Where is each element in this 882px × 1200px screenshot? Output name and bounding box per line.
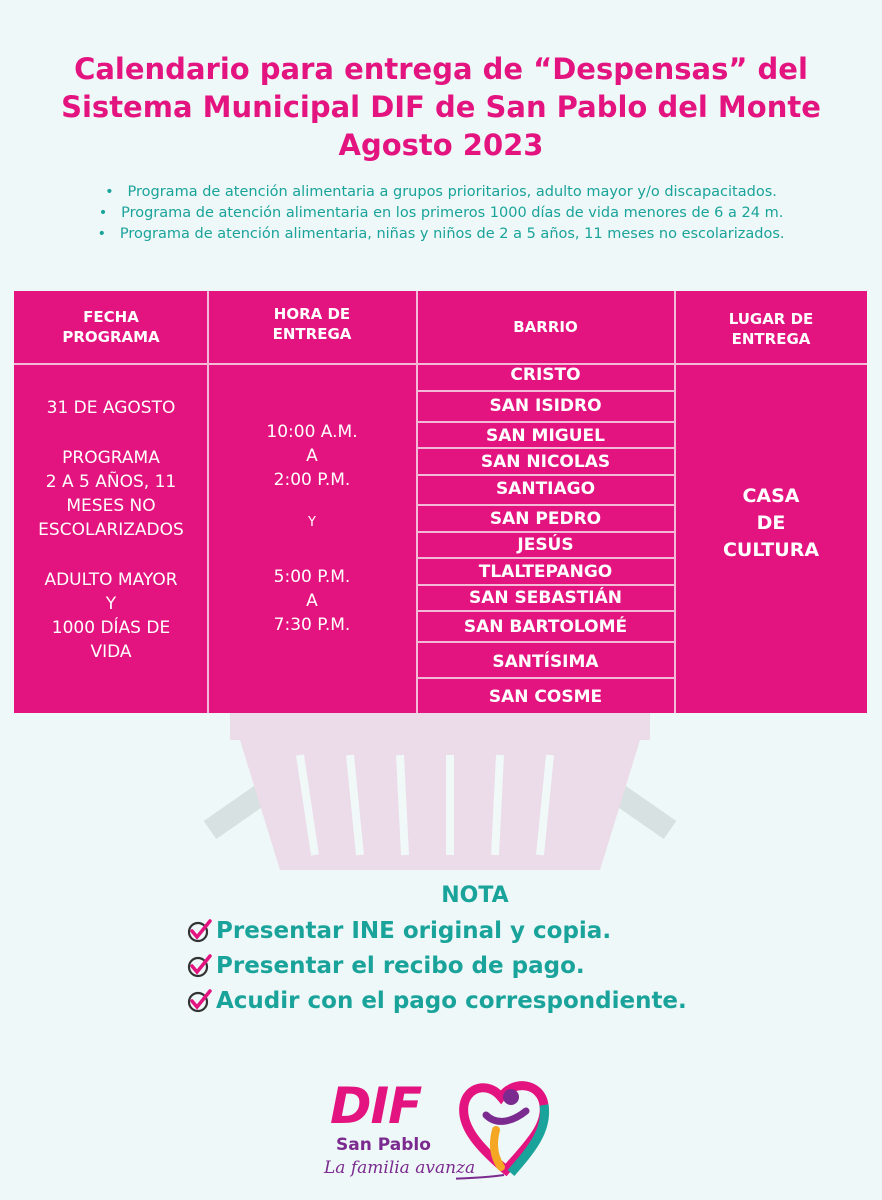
delivery-table bbox=[14, 291, 867, 713]
hora-slot-2: 5:00 P.M. A 7:30 P.M. bbox=[273, 567, 351, 635]
hora-connector: Y bbox=[308, 515, 316, 530]
check-circle-icon bbox=[186, 953, 212, 979]
barrio-item: SAN COSME bbox=[488, 687, 603, 707]
check-circle-icon bbox=[186, 988, 212, 1014]
barrio-item: SAN BARTOLOMÉ bbox=[463, 617, 628, 637]
nota-item: Acudir con el pago correspondiente. bbox=[186, 983, 687, 1018]
header-barrio: BARRIO bbox=[513, 318, 578, 336]
logo-name: DIF bbox=[330, 1077, 422, 1135]
nota-title: NOTA bbox=[441, 883, 509, 908]
heart-icon bbox=[456, 1075, 556, 1185]
barrio-item: CRISTO bbox=[510, 365, 581, 385]
barrio-item: SAN ISIDRO bbox=[489, 396, 602, 416]
barrio-item: SAN MIGUEL bbox=[486, 426, 605, 446]
nota-list bbox=[186, 913, 687, 1018]
barrio-item: SANTÍSIMA bbox=[492, 652, 599, 672]
barrio-item: SAN NICOLAS bbox=[480, 452, 611, 472]
barrio-item: TLALTEPANGO bbox=[478, 562, 613, 582]
hora-slot-1: 10:00 A.M. A 2:00 P.M. bbox=[266, 422, 358, 490]
page-title: Calendario para entrega de “Despensas” del Sistema Municipal DIF de San Pablo del Monte Agosto 2023 bbox=[61, 52, 821, 162]
program-item: • Programa de atención alimentaria en los primeros 1000 días de vida menores de 6 a 24 m. bbox=[0, 203, 882, 224]
lugar-cell: CASA DE CULTURA bbox=[722, 485, 820, 561]
nota-item: Presentar el recibo de pago. bbox=[186, 948, 687, 983]
program-list bbox=[0, 182, 882, 245]
header-fecha: FECHA PROGRAMA bbox=[62, 308, 160, 346]
check-circle-icon bbox=[186, 918, 212, 944]
dif-logo bbox=[318, 1075, 568, 1190]
barrio-item: SAN SEBASTIÁN bbox=[468, 588, 623, 608]
header-hora: HORA DE ENTREGA bbox=[272, 305, 352, 343]
fecha-cell: 31 DE AGOSTO PROGRAMA 2 A 5 AÑOS, 11 MESES NO ESCOLARIZADOS ADULTO MAYOR Y 1000 DÍAS DE VIDA bbox=[14, 396, 208, 664]
barrio-item: SANTIAGO bbox=[495, 479, 596, 499]
program-item: • Programa de atención alimentaria, niñas y niños de 2 a 5 años, 11 meses no escolarizados. bbox=[0, 224, 882, 245]
logo-tagline: La familia avanza bbox=[324, 1158, 476, 1178]
header-lugar: LUGAR DE ENTREGA bbox=[728, 310, 814, 348]
logo-place: San Pablo bbox=[336, 1135, 431, 1155]
program-item: • Programa de atención alimentaria a grupos prioritarios, adulto mayor y/o discapacitados. bbox=[0, 182, 882, 203]
nota-item: Presentar INE original y copia. bbox=[186, 913, 687, 948]
delivery-date: 31 DE AGOSTO bbox=[46, 398, 176, 418]
barrio-item: JESÚS bbox=[517, 535, 574, 555]
barrio-item: SAN PEDRO bbox=[489, 509, 602, 529]
